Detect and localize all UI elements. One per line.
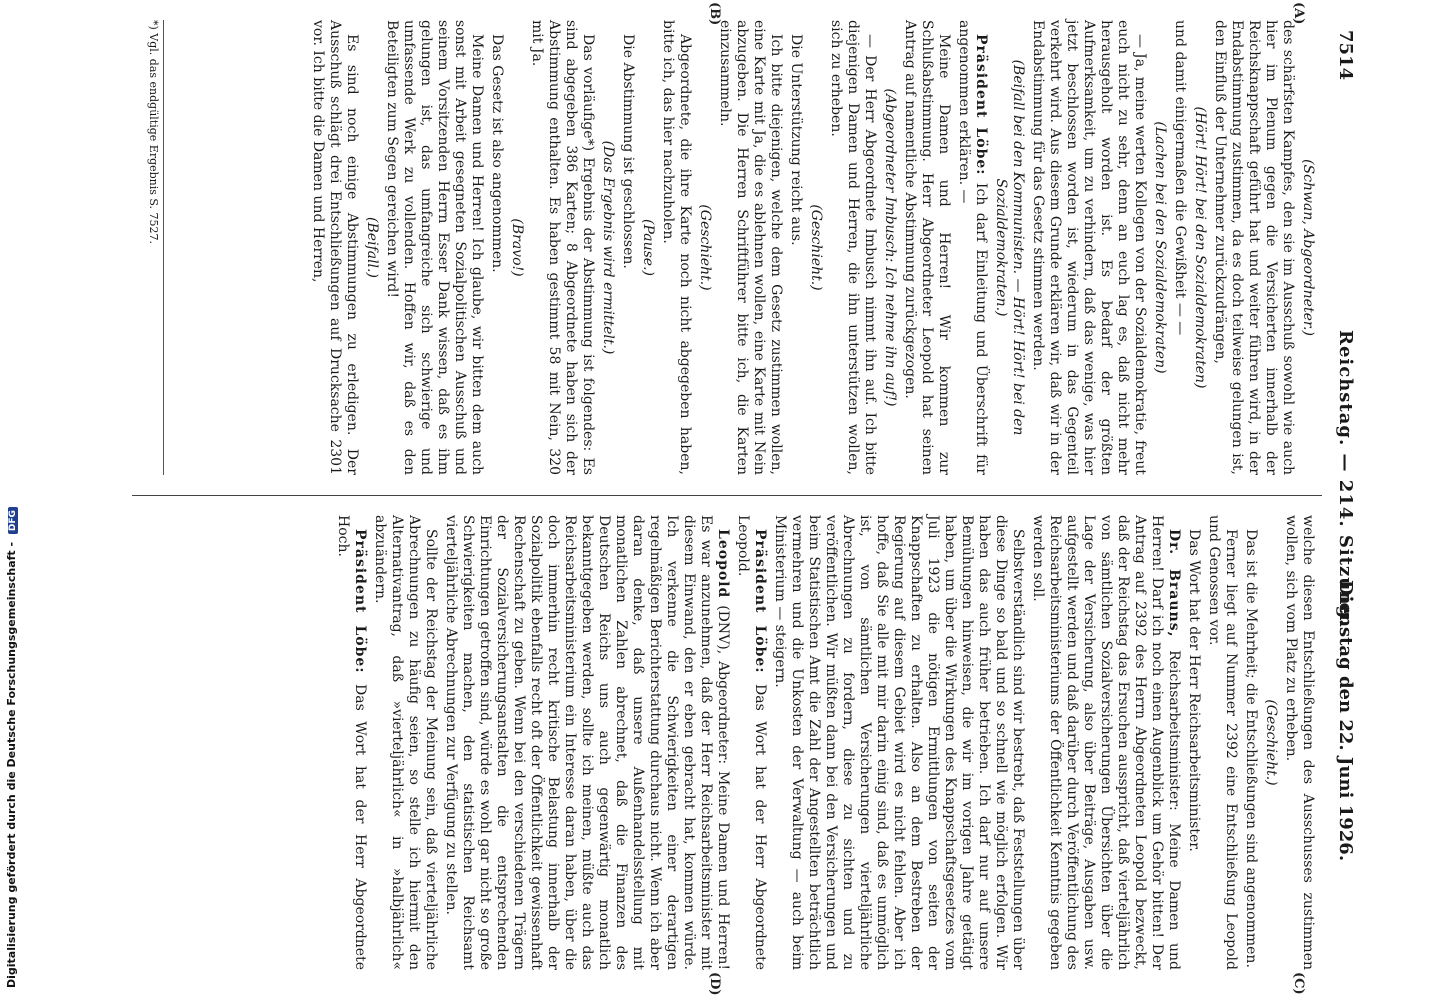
- paragraph-text: Reichsarbeitsminister: Meine Damen und Herren! Darf ich noch einen Augenblick um Gehör bitten! Der Antrag auf 2392 des Herrn Abgeordneten Leopold bezweckt, daß der Reichstag das Ersuchen ausspricht, daß vierteljährlich von sämtlichen Sozialversicherungen Übersichten über die Lage der Versicherung, also über Beiträge, Ausgaben usw. aufgestellt werden und daß darüber durch Veröffentlichung des Reichsarbeitsministeriums der Öffentlichkeit Kenntnis gegeben werden soll.: [1030, 515, 1182, 971]
- interjection: (Geschieht.): [697, 204, 713, 291]
- paragraph: Sollte der Reichstag der Meinung sein, daß vierteljährliche Abrechnungen zu häufig seien, so stelle ich hiermit den Alternativantrag, daß »vierteljährlich« in »halbjährlich« abzuändern.: [372, 515, 439, 970]
- session-date: Dienstag den 22. Juni 1926.: [1335, 580, 1356, 862]
- paragraph: welche diesen Entschließungen des Ausschusses zustimmen wollen, sich vom Platz zu erheben.: [1283, 515, 1316, 970]
- paragraph: des schärfsten Kampfes, den sie im Ausschuß sowohl wie auch hier im Plenum gegen die Versicherten innerhalb der Reichsknappschaft geführt hat und weiter führen wird, in der Endabstimmung zustimmen, da es doch teilweise gelungen ist, den Einfluß der Unternehmer zurückzudrängen,: [1212, 20, 1296, 475]
- page-number: 7514: [1335, 30, 1356, 81]
- paragraph: [442, 515, 731, 970]
- paragraph: [1029, 515, 1182, 970]
- column-divider: [132, 495, 1322, 496]
- paragraph-text: (DNV), Abgeordneter: Meine Damen und Herren! Es war anzunehmen, daß der Herr Reichsarbeitsminister mit diesem Einwand, den er eben gebracht hat, kommen würde. Ich verkenne die Schwierigkeiten einer derartigen regelmäßigen Berichterstattung durchaus nicht. Wenn ich aber daran denke, daß unsere Außenhandelsstellung mit monatlichen Zahlen abrechnet, daß die Finanzen des Deutschen Reichs uns auch gegenwärtig monatlich bekanntgegeben werden, sollte ich meinen, müßte auch das Reichsarbeitsministerium ein Interesse daran haben, über die doch immerhin recht kritische Belastung innerhalb der Sozialpolitik ebenfalls recht oft der Öffentlichkeit gewissenhaft Rechenschaft zu geben. Wenn bei den verschiedenen Trägern der Sozialversicherungsanstalten die entsprechenden Einrichtungen getroffen sind, würde es wohl gar nicht so große Schwierigkeiten machen, den statistischen Reichsamt vierteljährliche Abrechnungen zur Verfügung zu stellen.: [443, 515, 731, 970]
- margin-mark-c: (C): [1291, 972, 1306, 995]
- margin-mark-b: (B): [707, 2, 722, 26]
- left-column: [306, 20, 1316, 475]
- paragraph: Das ist die Mehrheit; die Entschließungen sind angenommen.: [1243, 529, 1259, 968]
- margin-mark-d: (D): [707, 972, 722, 996]
- speaker-name: Präsident Löbe:: [973, 34, 989, 176]
- speaker-name: Leopold: [715, 529, 731, 599]
- paragraph: Es sind noch einige Abstimmungen zu erledigen. Der Ausschuß schlägt drei Entschließungen auf Drucksache 2301 vor. Ich bitte die Damen und Herren,: [310, 20, 360, 475]
- paragraph: Die Unterstützung reicht aus.: [788, 34, 804, 246]
- interjection: (Pause.): [640, 219, 656, 276]
- interjection: (Hört! Hört! bei den Sozialdemokraten): [1192, 106, 1208, 389]
- interjection: (Geschieht.): [1263, 699, 1279, 786]
- speaker-name: Präsident Löbe:: [752, 529, 768, 674]
- paragraph: Meine Damen und Herren! Ich glaube, wir bitten dem auch sonst mit Arbeit gesegneten Sozialpolitischen Ausschuß und seinem Vorsitzenden Herrn Esser Dank wissen, daß es ihm gelungen ist, das umfangreiche sich schwierige und umfassende Werk zu vollenden. Hoffen wir, daß es den Beteiligten zum Segen gereichen wird!: [384, 20, 485, 475]
- interjection: (Bravo!): [509, 218, 525, 277]
- speaker-name: Dr. Brauns,: [1166, 529, 1182, 638]
- paragraph: [734, 515, 768, 970]
- paragraph: Meine Damen und Herren! Wir kommen zur Schlußabstimmung. Herr Abgeordneter Leopold hat seinen Antrag auf namentliche Abstimmung zurückgezogen.: [902, 20, 952, 475]
- interjection: (Beifall.): [364, 217, 380, 278]
- digitization-footer: [0, 0, 20, 1000]
- paragraph: Selbstverständlich sind wir bestrebt, daß Feststellungen über diese Dinge so bald und so schnell wie möglich erfolgen. Wir haben das auch früher betrieben. Ich darf nur auf unsere Bemühungen hinweisen, die wir im vorigen Jahre getätigt haben, um über die Wirkungen des Knappschaftsgesetzes vom Juli 1923 die nötigen Ermittlungen von seiten der Knappschaften zu erhalten. Also an dem Bestreben der Regierung auf diesem Gebiet wird es nicht fehlen. Aber ich hoffe, daß Sie alle mit mir darin einig sind, daß es unmöglich ist, von sämtlichen Versicherungen vierteljährliche Abrechnungen zu fordern, diese zu sichten und zu veröffentlichen. Wir müßten dann bei den Versicherungen und beim Statistischen Amt die Zahl der Angestellten beträchtlich vermehren und die Unkosten der Verwaltung — auch beim Ministerium — steigern.: [772, 515, 1026, 970]
- paragraph-text: Ich darf Einleitung und Überschrift für angenommen erklären. —: [956, 20, 989, 475]
- paragraph-text: Das Wort hat der Herr Abgeordnete Hoch.: [335, 515, 368, 970]
- paragraph: Abgeordnete, die ihre Karte noch nicht abgegeben haben, bitte ich, das hier nachzuholen.: [660, 20, 693, 475]
- page-header: [1328, 30, 1362, 970]
- paragraph: [334, 515, 368, 970]
- paragraph: — Ja, meine werten Kollegen von der Sozialdemokratie, freut euch nicht zu sehr, denn an euch lag es, daß nicht mehr herausgeholt worden ist. Es bedarf der größten Aufmerksamkeit, um zu verhindern, daß das wenige, was hier jetzt beschlossen worden ist, wiederum in das Gegenteil verkehrt wird. Aus diesem Grunde erklären wir, daß wir in der Endabstimmung für das Gesetz stimmen werden.: [1030, 20, 1148, 475]
- interjection: (Das Ergebnis wird ermittelt.): [600, 140, 616, 355]
- paragraph: Das vorläufige*) Ergebnis der Abstimmung ist folgendes: Es sind abgegeben 386 Karten; 8 Abgeordnete haben sich der Abstimmung enthalten. Es haben gestimmt 58 mit Nein, 320 mit Ja.: [529, 20, 596, 475]
- speaker-note: (Schwan, Abgeordneter.): [1300, 159, 1316, 336]
- scanned-page: [62, 0, 1372, 1000]
- paragraph: Das Gesetz ist also angenommen.: [489, 34, 505, 273]
- paragraph: Die Abstimmung ist geschlossen.: [620, 34, 636, 269]
- footer-text: Digitalisierung gefördert durch die Deutsche Forschungsgemeinschaft -: [5, 541, 18, 988]
- interjection: (Abgeordneter Imbusch: Ich nehme ihn auf!): [882, 88, 898, 407]
- paragraph: [955, 20, 989, 475]
- paragraph: Das Wort hat der Herr Reichsarbeitsminister.: [1186, 529, 1202, 852]
- paragraph: Ferner liegt auf Nummer 2392 eine Entschließung Leopold und Genossen vor.: [1206, 515, 1239, 970]
- paragraph-text: Das Wort hat der Herr Abgeordnete Leopold.: [735, 515, 768, 970]
- paragraph: und damit einigermaßen die Gewißheit — —: [1172, 20, 1188, 336]
- margin-mark-a: (A): [1291, 2, 1306, 25]
- right-column: [331, 515, 1316, 970]
- interjection: (Lachen bei den Sozialdemokraten): [1152, 121, 1168, 374]
- interjection: (Beifall bei den Kommunisten. — Hört! Hört! bei den Sozialdemokraten.): [993, 59, 1026, 436]
- dfg-logo: DFG: [8, 507, 18, 534]
- interjection: (Geschieht.): [808, 204, 824, 291]
- speaker-name: Präsident Löbe:: [352, 529, 368, 674]
- session-title: Reichstag. — 214. Sitzung.: [1335, 330, 1356, 627]
- footnote: *) Vgl. das endgültige Ergebnis S. 7527.: [147, 20, 164, 475]
- paragraph: — Der Herr Abgeordnete Imbusch nimmt ihn auf. Ich bitte diejenigen Damen und Herren, die ihn unterstützen wollen, sich zu erheben.: [828, 20, 878, 475]
- paragraph: Ich bitte diejenigen, welche dem Gesetz zustimmen wollen, eine Karte mit Ja, die es ablehnen wollen, eine Karte mit Nein abzugeben. Die Herren Schriftführer bitte ich, die Karten einzusammeln.: [717, 20, 784, 475]
